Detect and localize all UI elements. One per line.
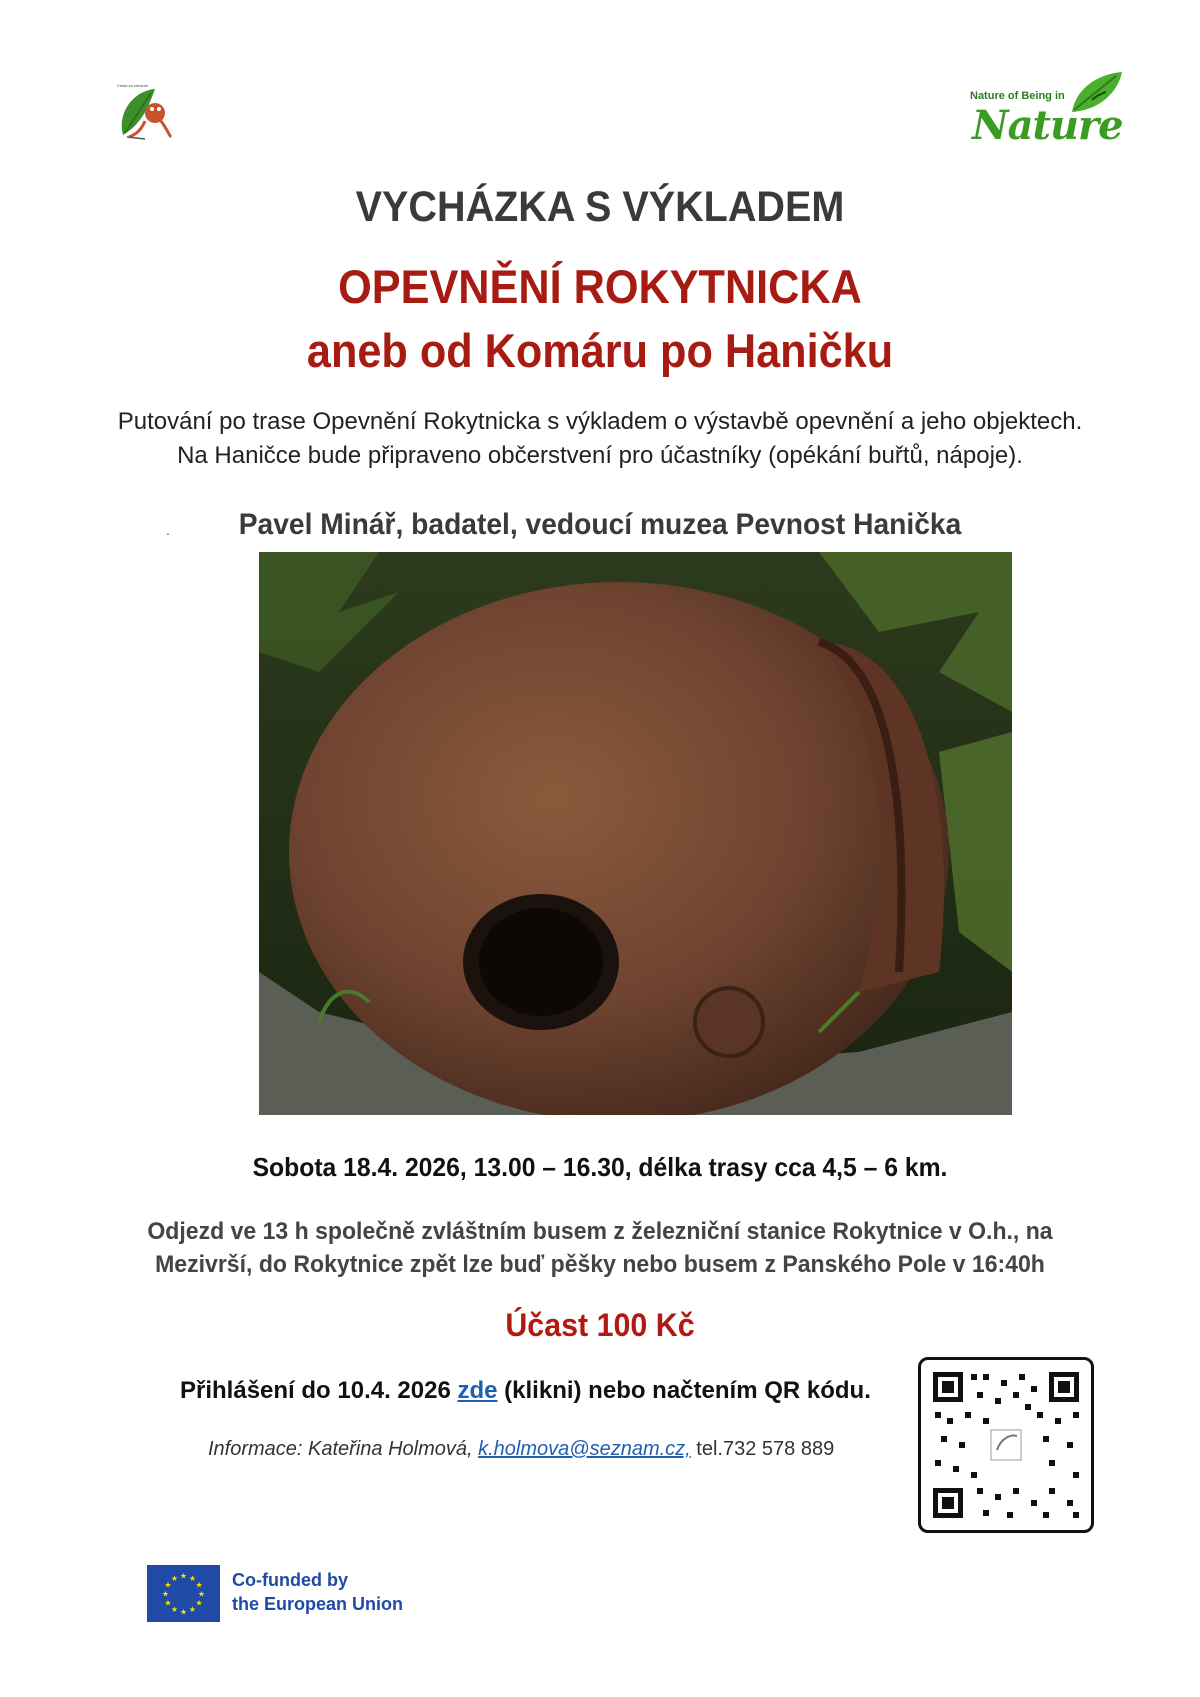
logo-left-text: Cesta za zdravím <box>117 83 149 88</box>
contact-label: Informace: Kateřina Holmová, <box>208 1438 479 1460</box>
qr-code-icon <box>921 1360 1091 1530</box>
eu-line-1: Co-funded by <box>232 1570 348 1590</box>
qr-code[interactable] <box>918 1357 1094 1533</box>
eu-star: ★ <box>195 1580 203 1590</box>
event-datetime: Sobota 18.4. 2026, 13.00 – 16.30, délka trasy cca 4,5 – 6 km. <box>252 1152 948 1182</box>
eu-star: ★ <box>195 1598 203 1608</box>
eu-star: ★ <box>179 1607 188 1617</box>
title-line-3: aneb od Komáru po Haničku <box>306 324 894 377</box>
eu-cofunded-label <box>232 1568 403 1616</box>
fee-text: Účast 100 Kč <box>505 1307 695 1343</box>
eu-star: ★ <box>179 1571 188 1581</box>
departure-line-2: Mezivrší, do Rokytnice zpět lze buď pěšky nebo busem z Panského Pole v 16:40h <box>155 1251 1045 1278</box>
eu-flag-icon <box>147 1565 220 1622</box>
eu-star: ★ <box>170 1605 179 1615</box>
departure-info <box>24 1215 1176 1281</box>
eu-star: ★ <box>188 1605 197 1615</box>
signup-link[interactable]: zde <box>457 1377 498 1404</box>
title-line-1: VYCHÁZKA S VÝKLADEM <box>355 183 845 231</box>
email-link[interactable]: k.holmova@seznam.cz, <box>478 1438 691 1460</box>
eu-star: ★ <box>161 1589 170 1599</box>
eu-line-2: the European Union <box>232 1594 403 1614</box>
eu-star: ★ <box>170 1573 179 1583</box>
eu-star: ★ <box>197 1589 206 1599</box>
speaker-line: Pavel Minář, badatel, vedoucí muzea Pevnost Hanička <box>238 508 962 541</box>
signup-text-before: Přihlášení do 10.4. 2026 <box>180 1377 458 1404</box>
contact-info <box>208 1438 908 1461</box>
signup-text-after: (klikni) nebo načtením QR kódu. <box>497 1377 871 1404</box>
phone-number: tel.732 578 889 <box>690 1438 835 1460</box>
bunker-turret-photo <box>259 552 1012 1115</box>
logo-right-small-text: Nature of Being in <box>970 90 1065 102</box>
stray-dot: . <box>166 522 170 538</box>
signup-line <box>180 1377 880 1405</box>
eu-star: ★ <box>188 1573 197 1583</box>
eu-star: ★ <box>164 1598 172 1608</box>
nature-logo <box>950 70 1125 150</box>
intro-text <box>0 405 1200 473</box>
intro-line-2: Na Haničce bude připraveno občerstvení pro účastníky (opékání buřtů, nápoje). <box>177 442 1023 469</box>
departure-line-1: Odjezd ve 13 h společně zvláštním busem z železniční stanice Rokytnice v O.h., na <box>147 1218 1053 1245</box>
title-line-2: OPEVNĚNÍ ROKYTNICKA <box>338 260 862 313</box>
frog-leaf-logo <box>115 85 175 145</box>
logo-right-big-text: Nature <box>972 102 1123 149</box>
intro-line-1: Putování po trase Opevnění Rokytnicka s výkladem o výstavbě opevnění a jeho objektech. <box>117 408 1083 435</box>
eu-star: ★ <box>164 1580 172 1590</box>
